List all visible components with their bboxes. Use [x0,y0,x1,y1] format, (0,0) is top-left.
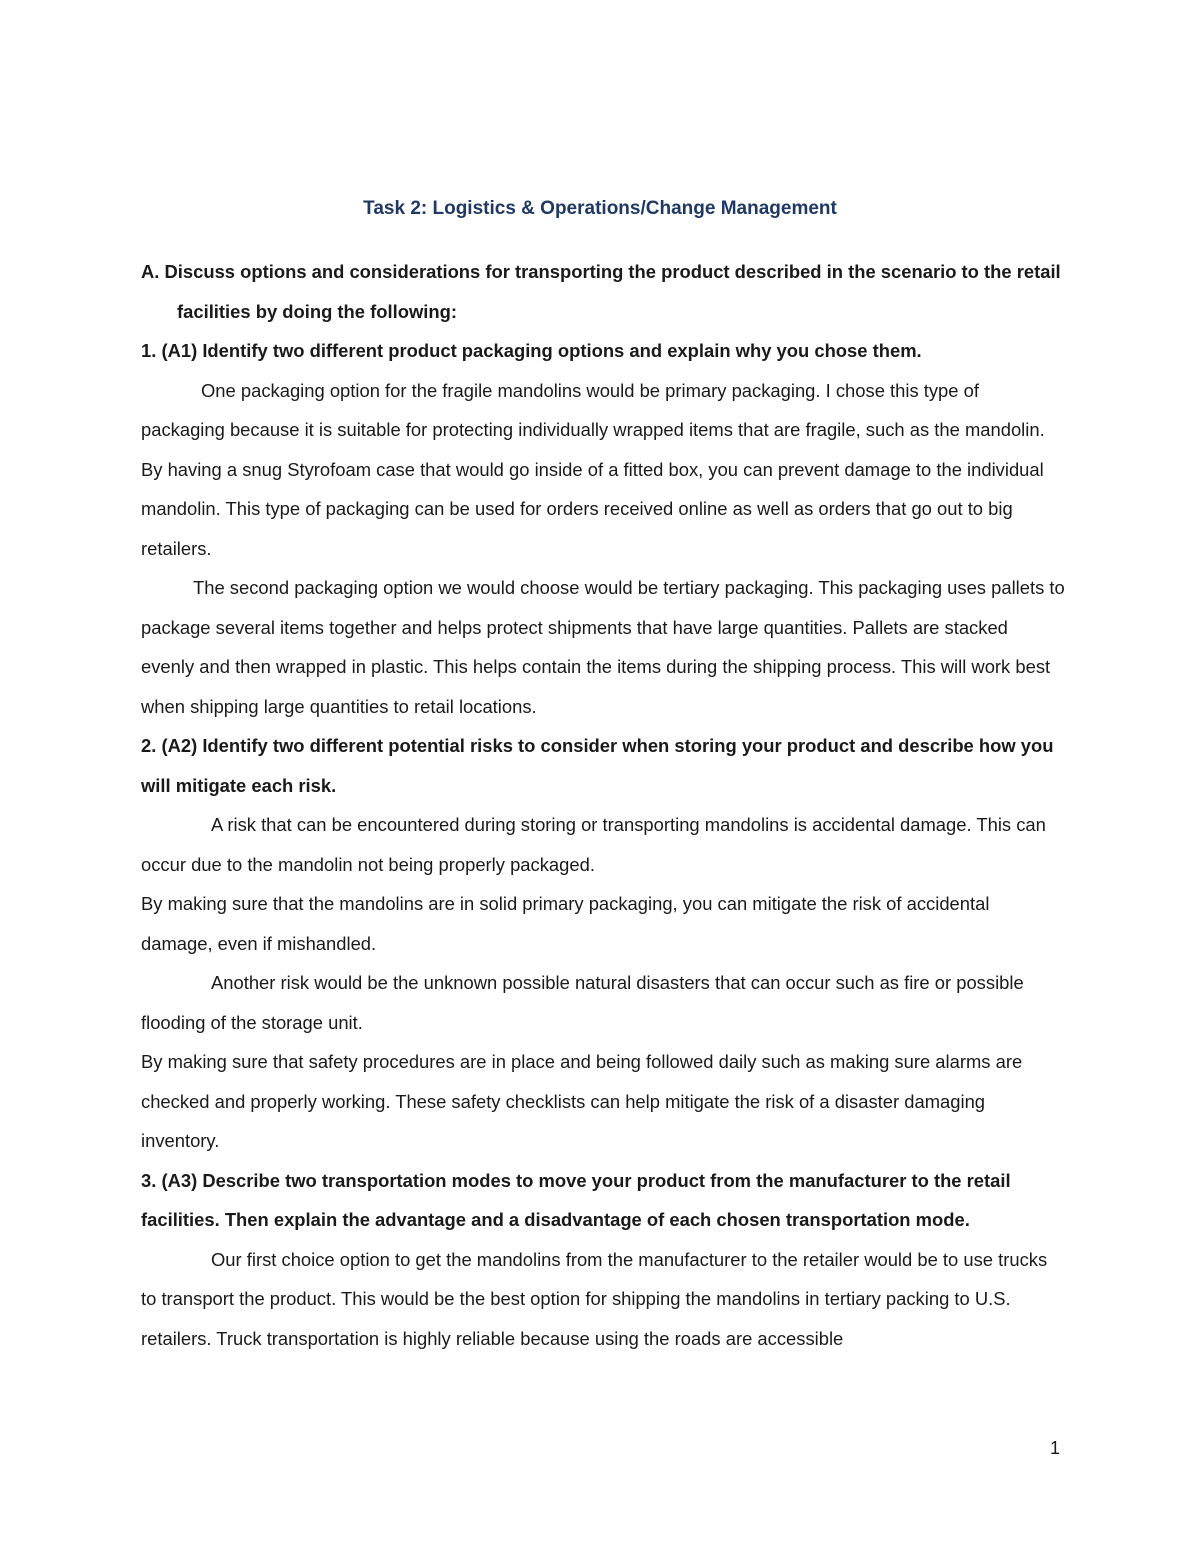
document-body [141,252,1066,1358]
a2-paragraph-1: A risk that can be encountered during storing or transporting mandolins is accidental damage. This can occur due to the mandolin not being properly packaged. [141,814,1046,875]
document-title: Task 2: Logistics & Operations/Change Management [363,198,837,219]
question-a2-heading: 2. (A2) Identify two different potential risks to consider when storing your product and describe how you will mitigate each risk. [141,735,1054,796]
a2-paragraph-2: By making sure that the mandolins are in solid primary packaging, you can mitigate the risk of accidental damage, even if mishandled. [141,893,990,954]
section-a-heading: A. Discuss options and considerations for transporting the product described in the scenario to the retail facilities by doing the following: [141,261,1061,322]
question-a3-heading: 3. (A3) Describe two transportation modes to move your product from the manufacturer to the retail facilities. Then explain the advantage and a disadvantage of each chosen transportation mode. [141,1169,1011,1230]
question-a1-heading: 1. (A1) Identify two different product packaging options and explain why you chose them. [141,340,922,361]
a1-paragraph-1: One packaging option for the fragile mandolins would be primary packaging. I chose this type of packaging because it is suitable for protecting individually wrapped items that are fragile, such as the mandolin. By having a snug Styrofoam case that would go inside of a fitted box, you can prevent damage to the individual mandolin. This type of packaging can be used for orders received online as well as orders that go out to big retailers. [141,379,1045,559]
a2-paragraph-4: By making sure that safety procedures are in place and being followed daily such as making sure alarms are checked and properly working. These safety checklists can help mitigate the risk of a disaster damaging inventory. [141,1051,1023,1151]
a3-paragraph-1: Our first choice option to get the mandolins from the manufacturer to the retailer would be to use trucks to transport the product. This would be the best option for shipping the mandolins in tertiary packing to U.S. retailers. Truck transportation is highly reliable because using the roads are accessible [141,1248,1048,1349]
a1-paragraph-2: The second packaging option we would choose would be tertiary packaging. This packaging uses pallets to package several items together and helps protect shipments that have large quantities. Pallets are stacked evenly and then wrapped in plastic. This helps contain the items during the shipping process. This will work best when shipping large quantities to retail locations. [141,577,1065,717]
page-number: 1 [1049,1438,1060,1458]
a2-paragraph-3: Another risk would be the unknown possible natural disasters that can occur such as fire or possible flooding of the storage unit. [141,972,1024,1033]
